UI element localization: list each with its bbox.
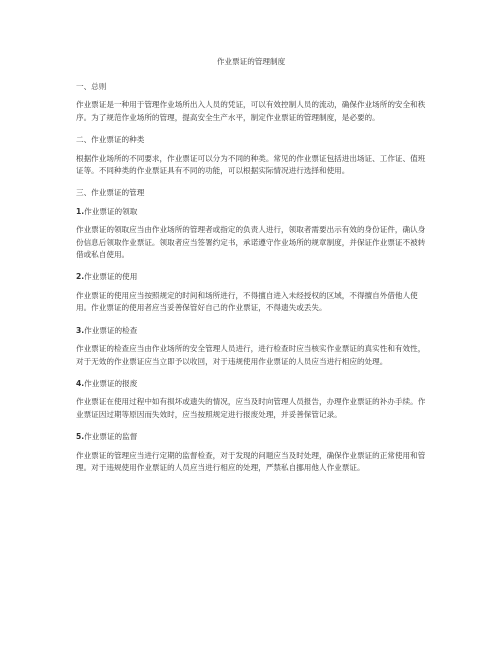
subsection-heading-inspection: [76, 325, 426, 337]
subsection-heading-supervision: [76, 431, 426, 443]
subsection-title: 作业票证的监督: [84, 432, 138, 442]
document-title: 作业票证的管理制度: [216, 57, 286, 66]
subsection-title: 作业票证的使用: [84, 272, 138, 282]
subsection-paragraph-supervision: 作业票证的管理应当进行定期的监督检查，对于发现的问题应当及时处理，确保作业票证的正常使用和管理。对于违规使用作业票证的人员应当进行相应的处理，严禁私自挪用他人作业票证。: [76, 450, 426, 472]
subsection-heading-disposal: [76, 378, 426, 390]
subsection-number: 4.: [76, 378, 85, 388]
section-heading-types: 二、作业票证的种类: [76, 135, 145, 145]
subsection-number: 1.: [76, 206, 85, 216]
section-paragraph-general: 作业票证是一种用于管理作业场所出入人员的凭证，可以有效控制人员的流动，确保作业场所的安全和秩序。为了规范作业场所的管理，提高安全生产水平，制定作业票证的管理制度，是必要的。: [76, 100, 426, 122]
subsection-number: 5.: [76, 432, 85, 442]
subsection-number: 3.: [76, 325, 85, 335]
section-heading-management: 三、作业票证的管理: [76, 188, 145, 198]
section-paragraph-types: 根据作业场所的不同要求，作业票证可以分为不同的种类。常见的作业票证包括进出场证、工作证、值班证等。不同种类的作业票证具有不同的功能，可以根据实际情况进行选择和使用。: [76, 153, 426, 176]
subsection-title: 作业票证的领取: [84, 206, 138, 216]
subsection-paragraph-usage: 作业票证的使用应当按照规定的时间和场所进行，不得擅自进入未经授权的区域，不得擅自外借他人使用。作业票证的使用者应当妥善保管好自己的作业票证，不得遗失或丢失。: [76, 290, 418, 313]
subsection-title: 作业票证的检查: [84, 325, 138, 335]
section-heading-general: 一、总则: [76, 82, 107, 91]
subsection-heading-collection: [76, 206, 426, 218]
subsection-number: 2.: [76, 272, 85, 282]
subsection-paragraph-disposal: 作业票证在使用过程中如有损坏或遗失的情况，应当及时向管理人员报告，办理作业票证的补办手续。作业票证因过期等原因而失效时，应当按照规定进行报废处理，并妥善保管记录。: [76, 397, 426, 419]
subsection-title: 作业票证的报废: [84, 378, 138, 388]
document-body: [76, 81, 426, 484]
subsection-paragraph-inspection: 作业票证的检查应当由作业场所的安全管理人员进行，进行检查时应当核实作业票证的真实性和有效性，对于无效的作业票证应当立即予以收回，对于违规使用作业票证的人员应当进行相应的处理。: [76, 344, 426, 366]
subsection-paragraph-collection: 作业票证的领取应当由作业场所的管理者或指定的负责人进行，领取者需要出示有效的身份证件，确认身份信息后领取作业票证。领取者应当签署约定书，承诺遵守作业场所的规章制度，并保证作业票证不被转借或私自使用。: [76, 225, 426, 260]
subsection-heading-usage: [76, 271, 426, 283]
